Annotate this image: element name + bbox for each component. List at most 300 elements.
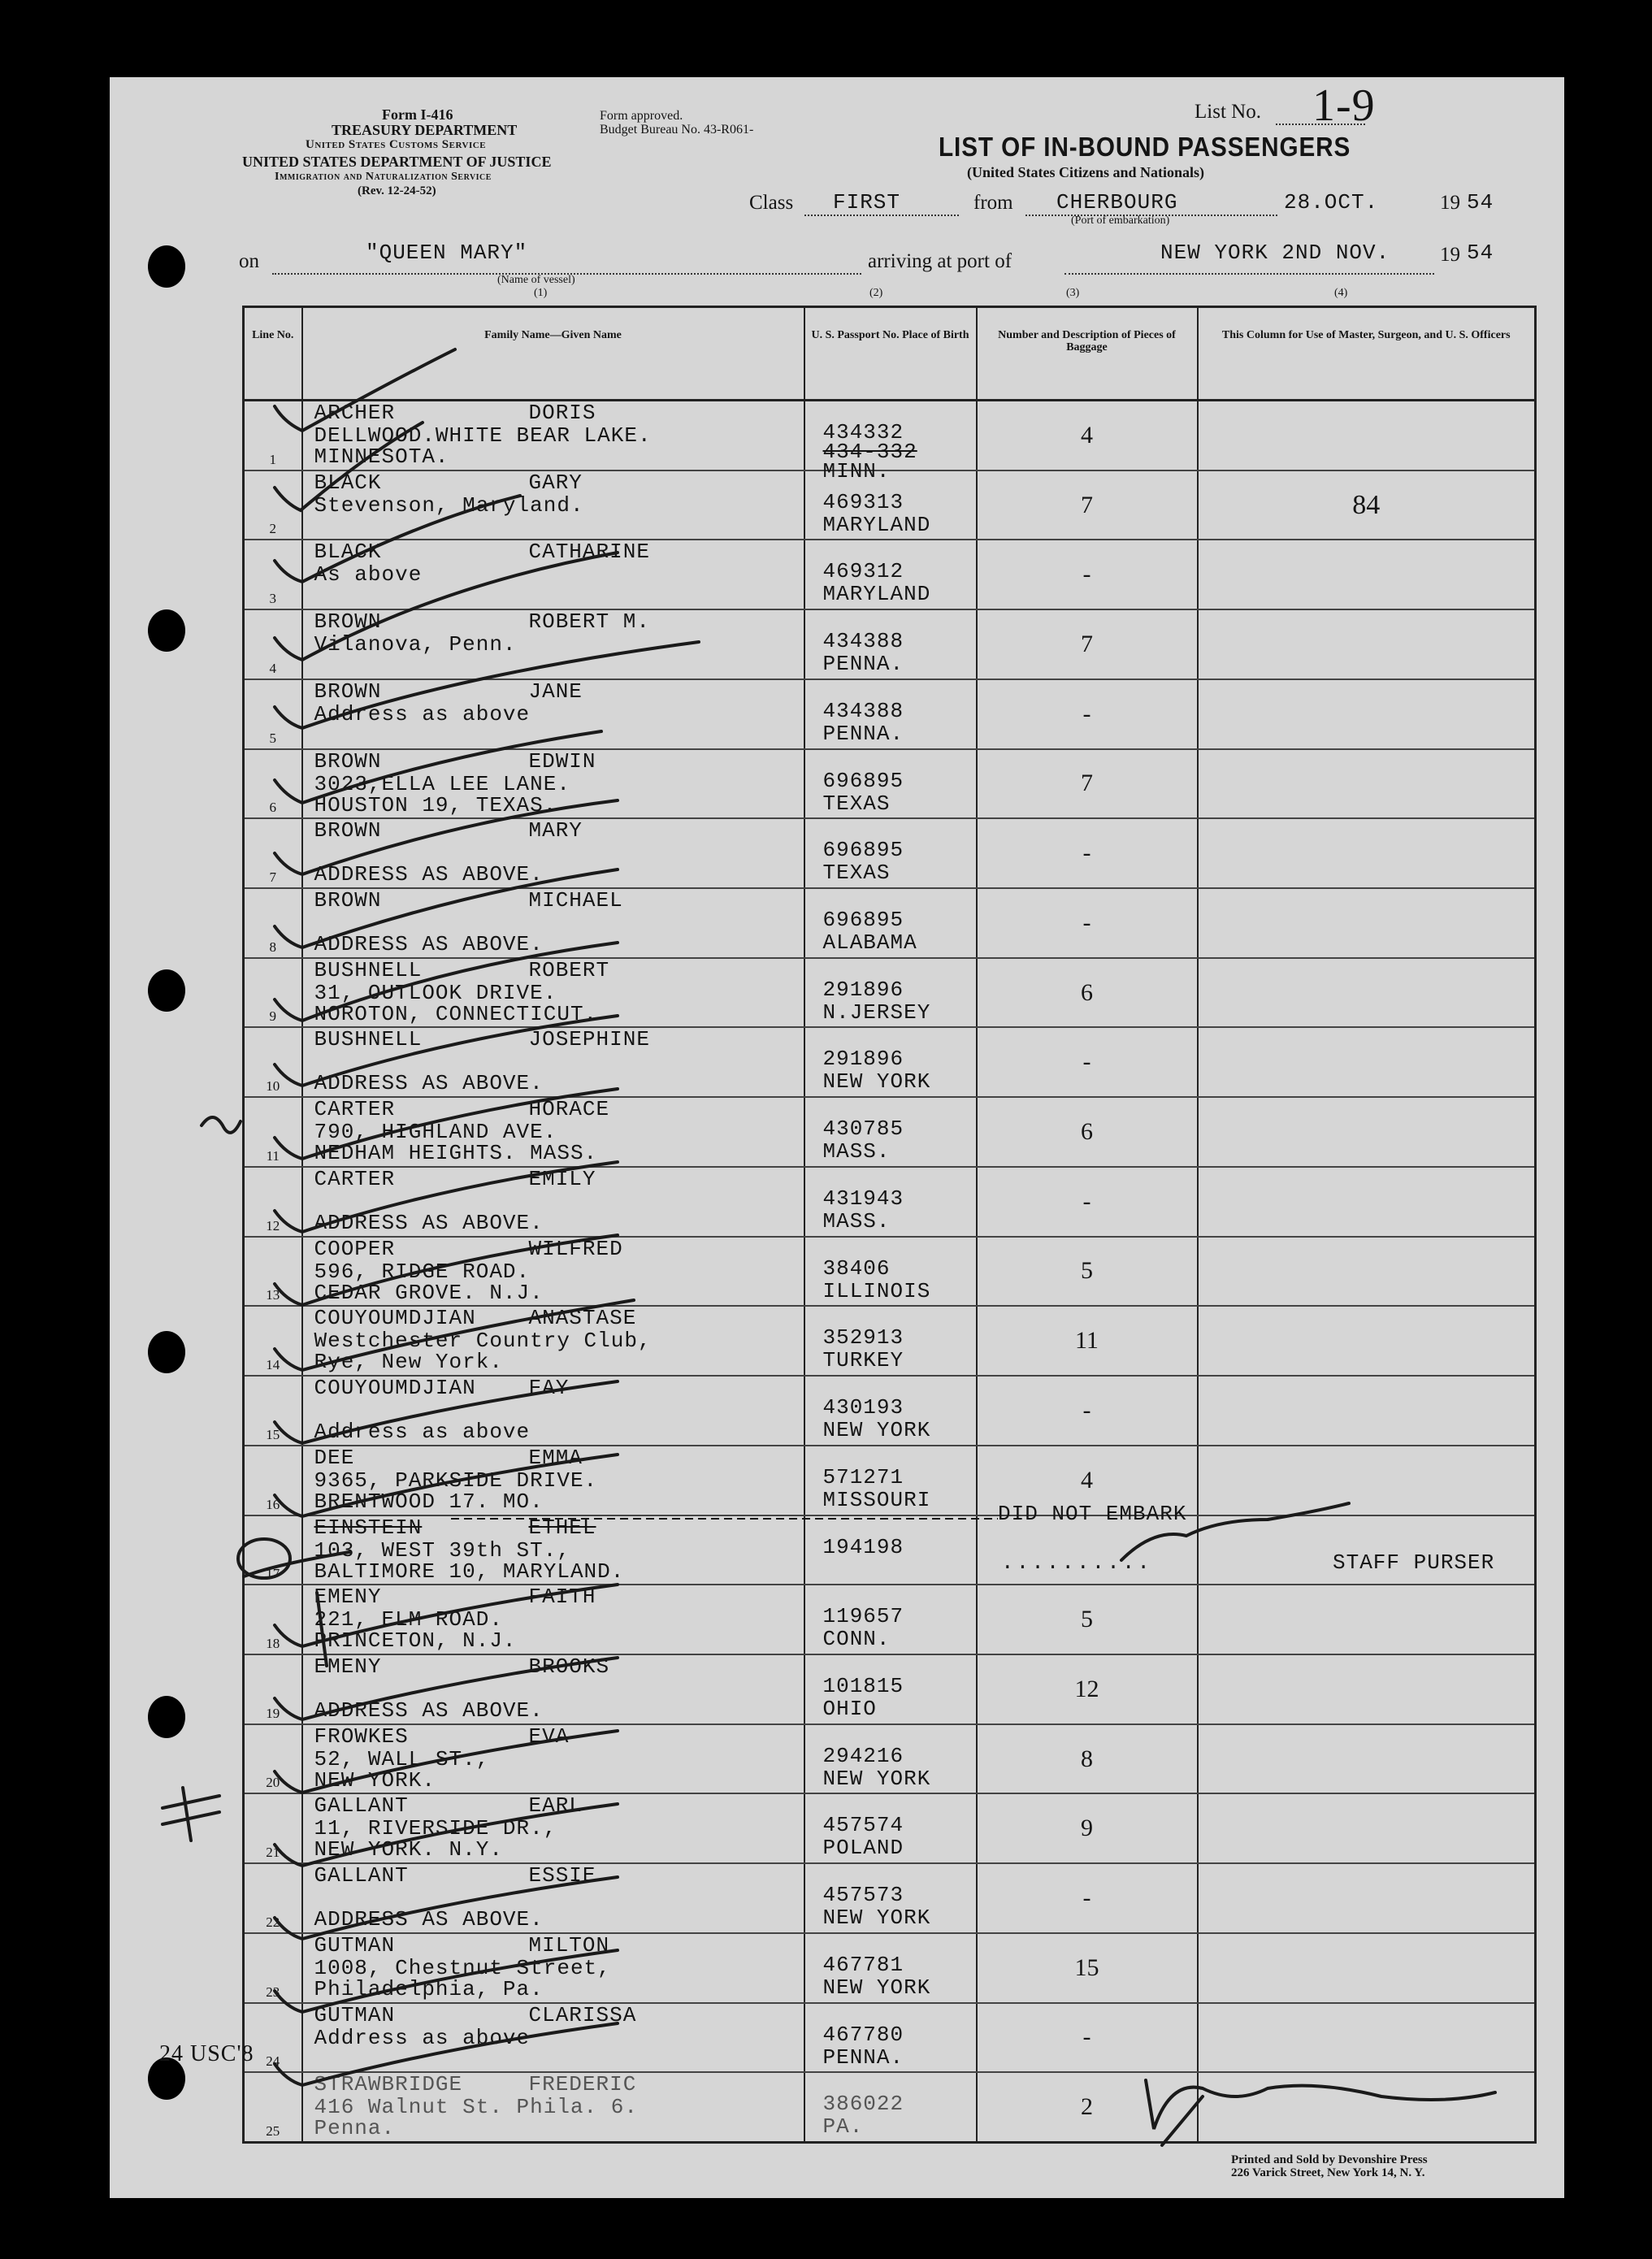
- name-cell: [302, 679, 804, 749]
- table-row: [244, 1654, 1536, 1724]
- table-row: [244, 1167, 1536, 1237]
- passport-cell: [804, 1933, 977, 2003]
- line-number-text: 5: [269, 730, 276, 746]
- binder-hole: [148, 1696, 185, 1738]
- binder-hole: [148, 609, 185, 652]
- address-line-1: 103, WEST 39th ST.,: [314, 1537, 570, 1563]
- officer-note: [1198, 1167, 1536, 1237]
- line-number-text: 15: [266, 1426, 280, 1442]
- address-line-1: Stevenson, Maryland.: [314, 492, 584, 518]
- place-of-birth: TEXAS: [822, 861, 891, 886]
- officer-note: [1198, 1097, 1536, 1167]
- table-row: [244, 1446, 1536, 1515]
- address-line-2: CEDAR GROVE. N.J.: [314, 1280, 544, 1305]
- table-row: [244, 818, 1536, 888]
- address-line-1: 11, RIVERSIDE DR.,: [314, 1816, 557, 1841]
- family-name: EMENY: [314, 1654, 382, 1679]
- passport-cell: [804, 1654, 977, 1724]
- arrival-year: 54: [1467, 241, 1494, 265]
- col-header-passport: U. S. Passport No. Place of Birth: [804, 307, 977, 401]
- table-row: [244, 540, 1536, 609]
- purser-dotted-line: ..........: [1001, 1550, 1153, 1575]
- officer-note: [1198, 2003, 1536, 2073]
- address-line-2: HOUSTON 19, TEXAS.: [314, 792, 557, 817]
- place-of-birth: PA.: [822, 2114, 864, 2140]
- line-number-text: 9: [269, 1008, 276, 1025]
- line-number-text: 25: [266, 2123, 280, 2139]
- baggage-count: 4: [977, 401, 1198, 470]
- address-line-2: ADDRESS AS ABOVE.: [314, 862, 544, 887]
- line-number-text: 24: [266, 2053, 280, 2070]
- binder-hole: [148, 1331, 185, 1373]
- officer-note: [1198, 1446, 1536, 1515]
- address-line-2: Penna.: [314, 2116, 396, 2141]
- table-row: [244, 2072, 1536, 2142]
- address-line-1: As above: [314, 562, 423, 588]
- place-of-birth: NEW YORK: [822, 1766, 931, 1791]
- year-prefix: 19: [1440, 192, 1460, 214]
- address-line-1: 9365, PARKSIDE DRIVE.: [314, 1468, 598, 1493]
- embark-date: 28.OCT.: [1284, 190, 1379, 215]
- name-cell: [302, 540, 804, 609]
- baggage-count: 5: [977, 1237, 1198, 1307]
- family-name: BLACK: [314, 540, 382, 565]
- baggage-count: 8: [977, 1724, 1198, 1794]
- table-row: [244, 958, 1536, 1028]
- given-name: GARY: [528, 470, 583, 495]
- line-number-text: 16: [266, 1496, 280, 1512]
- address-line-1: Address as above: [314, 2025, 531, 2050]
- passport-cell: [804, 1863, 977, 1933]
- family-name: BROWN: [314, 818, 382, 843]
- line-number-text: 14: [266, 1357, 280, 1373]
- family-name: GUTMAN: [314, 1932, 396, 1958]
- address-line-2: ADDRESS AS ABOVE.: [314, 1071, 544, 1096]
- officer-note: [1198, 1933, 1536, 2003]
- passport-cell: [804, 679, 977, 749]
- given-name: EARL: [528, 1793, 583, 1819]
- passport-cell: [804, 749, 977, 819]
- place-of-birth: MISSOURI: [822, 1487, 931, 1512]
- baggage-count: -: [977, 888, 1198, 958]
- family-name: BROWN: [314, 888, 382, 913]
- line-number-text: 22: [266, 1914, 280, 1930]
- table-row: [244, 1863, 1536, 1933]
- name-cell: [302, 609, 804, 679]
- officer-note: [1198, 818, 1536, 888]
- address-line-2: NOROTON, CONNECTICUT.: [314, 1001, 598, 1026]
- form-number: Form I-416: [382, 106, 453, 123]
- family-name: CARTER: [314, 1166, 396, 1191]
- passport-cell: [804, 1446, 977, 1515]
- family-name: BUSHNELL: [314, 957, 423, 982]
- family-name: ARCHER: [314, 401, 396, 425]
- passport-number: 194198: [822, 1534, 904, 1559]
- baggage-count: 11: [977, 1306, 1198, 1376]
- baggage-count: 7: [977, 470, 1198, 540]
- table-row: [244, 1097, 1536, 1167]
- passport-number: 696895: [822, 838, 904, 863]
- immigration-service: Immigration and Naturalization Service: [275, 171, 492, 183]
- family-name: FROWKES: [314, 1724, 409, 1749]
- officer-note: [1198, 609, 1536, 679]
- line-number: [244, 470, 302, 540]
- place-of-birth: CONN.: [822, 1627, 891, 1652]
- line-number-text: 13: [266, 1287, 280, 1303]
- name-cell: [302, 2003, 804, 2073]
- passport-number: 101815: [822, 1673, 904, 1698]
- baggage-count: -: [977, 679, 1198, 749]
- passenger-table: [242, 306, 1537, 2144]
- given-name: FAY: [528, 1376, 570, 1401]
- list-no-label: List No.: [1195, 101, 1261, 123]
- given-name: MARY: [528, 818, 583, 843]
- passport-cell: [804, 609, 977, 679]
- name-cell: [302, 401, 804, 470]
- baggage-count: 5: [977, 1585, 1198, 1654]
- binder-hole: [148, 969, 185, 1012]
- col-no-4-top: (4): [1334, 287, 1348, 299]
- family-name: BUSHNELL: [314, 1027, 423, 1052]
- baggage-count: 7: [977, 609, 1198, 679]
- passport-cell: [804, 540, 977, 609]
- from-value: CHERBOURG: [1056, 190, 1178, 215]
- baggage-count: -: [977, 1863, 1198, 1933]
- name-cell: [302, 2072, 804, 2142]
- address-line-2: ADDRESS AS ABOVE.: [314, 932, 544, 957]
- name-cell: [302, 958, 804, 1028]
- officer-note: [1198, 1863, 1536, 1933]
- family-name: DEE: [314, 1445, 355, 1470]
- passport-number: 386022: [822, 2092, 904, 2117]
- passport-number: 457573: [822, 1883, 904, 1908]
- place-of-birth: MARYLAND: [822, 512, 931, 537]
- given-name: ANASTASE: [528, 1306, 637, 1331]
- name-cell: [302, 1933, 804, 2003]
- passport-number: 38406: [822, 1255, 891, 1281]
- printer-line-2: 226 Varick Street, New York 14, N. Y.: [1231, 2166, 1425, 2179]
- address-line-1: Westchester Country Club,: [314, 1329, 652, 1354]
- family-name: GALLANT: [314, 1863, 409, 1888]
- line-number: [244, 540, 302, 609]
- line-number-text: 18: [266, 1635, 280, 1651]
- passport-number: 294216: [822, 1743, 904, 1768]
- line-number-text: 21: [266, 1845, 280, 1861]
- given-name: EDWIN: [528, 748, 596, 774]
- baggage-count: 6: [977, 958, 1198, 1028]
- table-row: [244, 1027, 1536, 1097]
- place-of-birth: PENNA.: [822, 2044, 904, 2070]
- place-of-birth: TEXAS: [822, 791, 891, 816]
- table-row: [244, 679, 1536, 749]
- passport-number: 291896: [822, 1047, 904, 1072]
- given-name: ESSIE: [528, 1863, 596, 1888]
- name-cell: [302, 1446, 804, 1515]
- address-line-1: 221, ELM ROAD.: [314, 1607, 503, 1632]
- table-row: [244, 1585, 1536, 1654]
- passport-number: 430785: [822, 1116, 904, 1142]
- family-name: BROWN: [314, 609, 382, 635]
- address-line-2: Rye, New York.: [314, 1350, 503, 1375]
- name-cell: [302, 470, 804, 540]
- customs-service: United States Customs Service: [306, 138, 487, 151]
- line-number-text: 8: [269, 939, 276, 955]
- baggage-count: -: [977, 540, 1198, 609]
- family-name: CARTER: [314, 1097, 396, 1122]
- passport-cell: [804, 1237, 977, 1307]
- line-number-text: 2: [269, 521, 276, 537]
- line-number: [244, 401, 302, 470]
- line-number: [244, 888, 302, 958]
- passport-number: 457574: [822, 1813, 904, 1838]
- passport-number: 434388: [822, 629, 904, 654]
- line-number: [244, 1863, 302, 1933]
- name-cell: [302, 1237, 804, 1307]
- place-of-birth: N.JERSEY: [822, 999, 931, 1025]
- family-name: COUYOUMDJIAN: [314, 1306, 476, 1331]
- given-name: WILFRED: [528, 1236, 623, 1261]
- passport-number: 571271: [822, 1464, 904, 1489]
- arrival-port: NEW YORK 2ND NOV.: [1160, 241, 1390, 265]
- address-line-2: ADDRESS AS ABOVE.: [314, 1907, 544, 1932]
- port-caption: (Port of embarkation): [1071, 215, 1170, 227]
- name-cell: [302, 1097, 804, 1167]
- col-header-baggage: Number and Description of Pieces of Baggage: [977, 307, 1198, 401]
- officer-note: [1198, 1376, 1536, 1446]
- place-of-birth: OHIO: [822, 1696, 877, 1721]
- given-name: MICHAEL: [528, 888, 623, 913]
- table-row: [244, 749, 1536, 819]
- given-name: HORACE: [528, 1097, 610, 1122]
- officer-note: [1198, 1724, 1536, 1794]
- did-not-embark-note: DID NOT EMBARK: [998, 1502, 1187, 1526]
- passport-number: 291896: [822, 977, 904, 1002]
- given-name: BROOKS: [528, 1654, 610, 1679]
- passport-cell: [804, 1306, 977, 1376]
- name-cell: [302, 749, 804, 819]
- form-approved: Form approved.: [600, 109, 683, 123]
- baggage-count: 2: [977, 2072, 1198, 2142]
- passport-cell: [804, 1027, 977, 1097]
- given-name: ETHEL: [528, 1515, 596, 1540]
- officer-note: [1198, 1237, 1536, 1307]
- vessel-caption: (Name of vessel): [497, 274, 575, 286]
- place-of-birth: POLAND: [822, 1836, 904, 1861]
- passport-cell: [804, 401, 977, 483]
- arriving-label: arriving at port of: [868, 250, 1012, 272]
- given-name: JANE: [528, 679, 583, 704]
- table-row: [244, 888, 1536, 958]
- given-name: ROBERT: [528, 957, 610, 982]
- place-of-birth: ALABAMA: [822, 930, 917, 956]
- family-name: EINSTEIN: [314, 1515, 423, 1540]
- name-cell: [302, 1515, 804, 1585]
- budget-bureau: Budget Bureau No. 43-R061-: [600, 123, 754, 137]
- baggage-count: 9: [977, 1793, 1198, 1863]
- table-row: [244, 401, 1536, 470]
- line-number: [244, 818, 302, 888]
- place-of-birth: NEW YORK: [822, 1069, 931, 1095]
- address-line-2: Address as above: [314, 1420, 531, 1445]
- form-subtitle: (United States Citizens and Nationals): [967, 164, 1205, 180]
- name-cell: [302, 1585, 804, 1654]
- passport-cell: [804, 958, 977, 1028]
- officer-note: [1198, 540, 1536, 609]
- table-row: [244, 1237, 1536, 1307]
- given-name: FREDERIC: [528, 2072, 637, 2097]
- address-line-2: ADDRESS AS ABOVE.: [314, 1210, 544, 1235]
- name-cell: [302, 1724, 804, 1794]
- address-line-2: ADDRESS AS ABOVE.: [314, 1698, 544, 1723]
- line-number: [244, 609, 302, 679]
- embark-year: 54: [1467, 190, 1494, 215]
- passport-cell: [804, 1793, 977, 1863]
- line-number-text: 10: [266, 1078, 280, 1095]
- passport-number: 696895: [822, 768, 904, 793]
- passport-number: 119657: [822, 1604, 904, 1629]
- place-of-birth: ILLINOIS: [822, 1278, 931, 1303]
- name-cell: [302, 1654, 804, 1724]
- passport-number: 467781: [822, 1952, 904, 1977]
- table-row: [244, 2003, 1536, 2073]
- given-name: CLARISSA: [528, 2002, 637, 2027]
- address-line-2: NEW YORK.: [314, 1767, 436, 1793]
- baggage-count: 4: [977, 1446, 1198, 1515]
- address-line-2: Philadelphia, Pa.: [314, 1976, 544, 2001]
- passport-number: 467780: [822, 2022, 904, 2047]
- given-name: EMMA: [528, 1445, 583, 1470]
- given-name: MILTON: [528, 1932, 610, 1958]
- baggage-count: -: [977, 1167, 1198, 1237]
- line-number: [244, 1237, 302, 1307]
- officer-note: [1198, 2072, 1536, 2142]
- name-cell: [302, 1306, 804, 1376]
- revision: (Rev. 12-24-52): [358, 184, 436, 197]
- margin-reference: 24 USC'8: [159, 2041, 254, 2066]
- form-title: LIST OF IN-BOUND PASSENGERS: [939, 132, 1351, 162]
- col-header-line: Line No.: [244, 307, 302, 401]
- family-name: COOPER: [314, 1236, 396, 1261]
- line-number-text: 6: [269, 800, 276, 816]
- line-number: [244, 1167, 302, 1237]
- address-line-1: 416 Walnut St. Phila. 6.: [314, 2095, 638, 2120]
- table-row: [244, 1376, 1536, 1446]
- officer-note: [1198, 1585, 1536, 1654]
- address-line-1: Vilanova, Penn.: [314, 632, 517, 657]
- passport-cell: [804, 1097, 977, 1167]
- place-of-birth: NEW YORK: [822, 1975, 931, 2000]
- name-cell: [302, 1027, 804, 1097]
- name-cell: [302, 1863, 804, 1933]
- address-line-1: 1008, Chestnut Street,: [314, 1955, 611, 1980]
- family-name: BLACK: [314, 470, 382, 495]
- vessel-col-no: (1): [534, 287, 548, 299]
- line-number-text: 12: [266, 1217, 280, 1234]
- address-line-1: 3023,ELLA LEE LANE.: [314, 771, 570, 796]
- passport-cell: [804, 1585, 977, 1654]
- family-name: BROWN: [314, 748, 382, 774]
- address-line-1: 31, OUTLOOK DRIVE.: [314, 980, 557, 1005]
- baggage-count: 6: [977, 1097, 1198, 1167]
- address-line-1: Address as above: [314, 701, 531, 726]
- family-name: STRAWBRIDGE: [314, 2072, 463, 2097]
- place-of-birth: TURKEY: [822, 1348, 904, 1373]
- line-number: [244, 1933, 302, 2003]
- given-name: EVA: [528, 1724, 570, 1749]
- name-cell: [302, 1167, 804, 1237]
- address-line-1: 790, HIGHLAND AVE.: [314, 1120, 557, 1145]
- line-number-text: 4: [269, 660, 276, 676]
- line-number-text: 11: [266, 1147, 280, 1164]
- officer-note: [1198, 1654, 1536, 1724]
- name-cell: [302, 818, 804, 888]
- address-line-2: BALTIMORE 10, MARYLAND.: [314, 1559, 625, 1584]
- officer-note: [1198, 749, 1536, 819]
- baggage-count: 15: [977, 1933, 1198, 2003]
- officer-note: [1198, 1306, 1536, 1376]
- place-of-birth: PENNA.: [822, 721, 904, 746]
- line-number-text: 23: [266, 1984, 280, 2000]
- given-name: FAITH: [528, 1585, 596, 1610]
- line-number: [244, 1515, 302, 1585]
- arrival-year-prefix: 19: [1440, 244, 1460, 266]
- baggage-count: -: [977, 2003, 1198, 2073]
- family-name: GUTMAN: [314, 2002, 396, 2027]
- justice-dept: UNITED STATES DEPARTMENT OF JUSTICE: [242, 154, 552, 170]
- place-of-birth: MARYLAND: [822, 582, 931, 607]
- line-number: [244, 2072, 302, 2142]
- officer-note: [1198, 958, 1536, 1028]
- passport-cell: [804, 1167, 977, 1237]
- line-number-text: 20: [266, 1775, 280, 1791]
- address-line-2: NEW YORK. N.Y.: [314, 1837, 503, 1862]
- line-number-text: 19: [266, 1705, 280, 1721]
- class-value: FIRST: [833, 190, 901, 215]
- given-name: ROBERT M.: [528, 609, 650, 635]
- officer-note: [1198, 679, 1536, 749]
- passport-cell: [804, 1376, 977, 1446]
- passport-number: 431943: [822, 1186, 904, 1211]
- line-number: [244, 958, 302, 1028]
- name-cell: [302, 1376, 804, 1446]
- staff-purser: STAFF PURSER: [1333, 1550, 1495, 1575]
- from-label: from: [973, 192, 1013, 214]
- col-header-name: Family Name—Given Name: [302, 307, 804, 401]
- col-no-2-top: (2): [869, 287, 883, 299]
- place-of-birth: PENNA.: [822, 652, 904, 677]
- address-line-2: MINNESOTA.: [314, 444, 449, 469]
- table-row: [244, 1306, 1536, 1376]
- line-number: [244, 1446, 302, 1515]
- line-number-text: 7: [269, 869, 276, 886]
- address-line-2: PRINCETON, N.J.: [314, 1628, 517, 1654]
- passport-number: 430193: [822, 1395, 904, 1420]
- address-line-1: DELLWOOD.WHITE BEAR LAKE.: [314, 423, 652, 448]
- name-cell: [302, 1793, 804, 1863]
- printer-line-1: Printed and Sold by Devonshire Press: [1231, 2153, 1428, 2166]
- place-of-birth: NEW YORK: [822, 1418, 931, 1443]
- binder-hole: [148, 245, 185, 288]
- place-of-birth: MINN.: [822, 459, 891, 483]
- line-number-text: 1: [269, 451, 276, 467]
- line-number: [244, 1097, 302, 1167]
- given-name: JOSEPHINE: [528, 1027, 650, 1052]
- passport-cell: [804, 1515, 977, 1585]
- passport-cell: [804, 818, 977, 888]
- passport-number: 352913: [822, 1325, 904, 1351]
- class-label: Class: [749, 192, 794, 214]
- address-line-2: BRENTWOOD 17. MO.: [314, 1489, 544, 1514]
